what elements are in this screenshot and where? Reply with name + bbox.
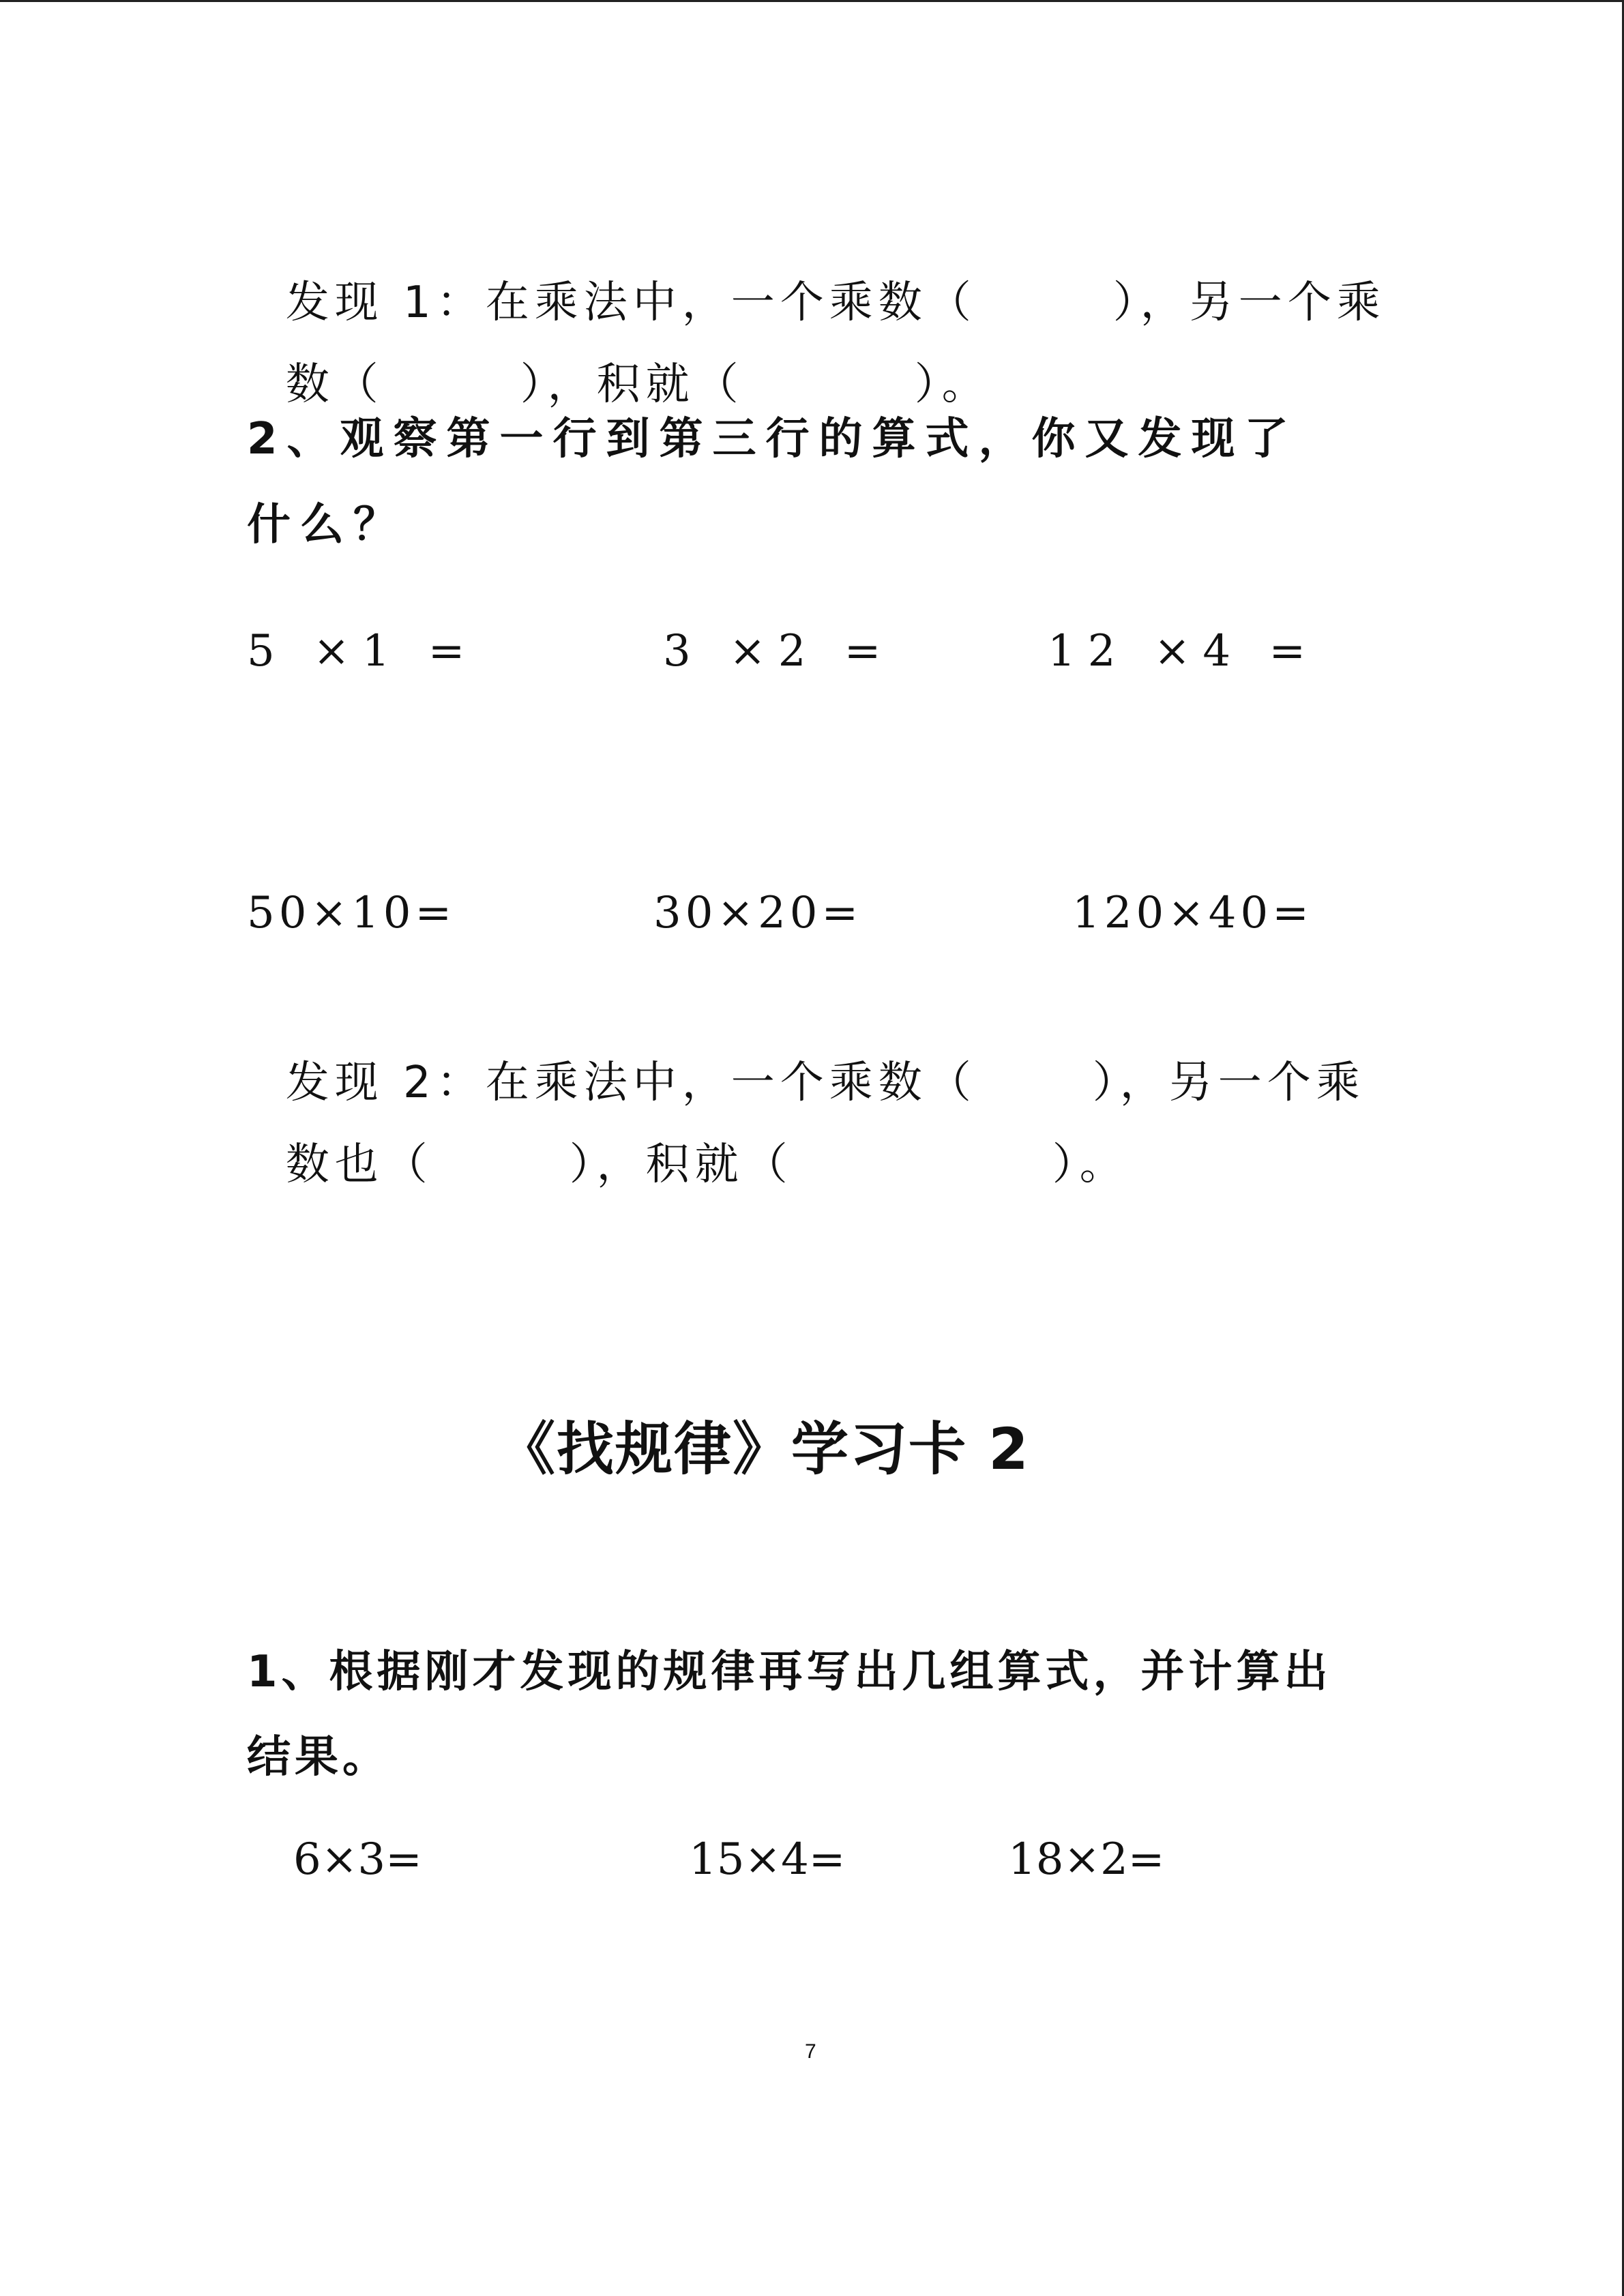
formula-50x10: 50×10= (247, 888, 456, 938)
formula-12x4: 12 ×4 = (1048, 626, 1318, 676)
discovery2-line2 (247, 1079, 1129, 1192)
formula-3x2: 3 ×2 = (663, 626, 894, 676)
page-top-border (0, 0, 1624, 2)
formula-18x2: 18×2= (1008, 1834, 1165, 1885)
card-question-line2: 结果。 (247, 1732, 390, 1783)
discovery1-line1-suffix: ），另一个乘 (1112, 278, 1386, 328)
question2-line2: 什么？ (247, 500, 407, 550)
formula-120x40: 120×40= (1072, 888, 1313, 938)
formula-30x20: 30×20= (653, 888, 863, 938)
discovery1-line2-b: ），积就（ (520, 359, 744, 410)
discovery1-line2-c: ）。 (914, 359, 991, 410)
page-number: 7 (805, 2040, 816, 2063)
discovery1-line2 (247, 299, 991, 412)
discovery2-line1-prefix: 发现 2：在乘法中，一个乘数（ (285, 1058, 977, 1108)
discovery2-line2-b: ），积就（ (569, 1139, 793, 1190)
discovery1-line2-a: 数（ (285, 359, 384, 410)
discovery2-line2-a: 数也（ (285, 1139, 433, 1190)
formula-15x4: 15×4= (689, 1834, 846, 1885)
card-question-line1: 1、根据刚才发现的规律再写出几组算式，并计算出 (247, 1647, 1332, 1697)
card-title: 《找规律》学习卡 2 (498, 1416, 1030, 1482)
question2-line1: 2、观察第一行到第三行的算式，你又发现了 (247, 414, 1298, 464)
discovery2-line2-c: ）。 (1052, 1139, 1129, 1190)
discovery2-line1-suffix: ），另一个乘 (1092, 1058, 1365, 1108)
formula-5x1: 5 ×1 = (247, 626, 477, 676)
formula-6x3: 6×3= (293, 1834, 422, 1885)
discovery1-line1-prefix: 发现 1：在乘法中，一个乘数（ (285, 278, 977, 328)
